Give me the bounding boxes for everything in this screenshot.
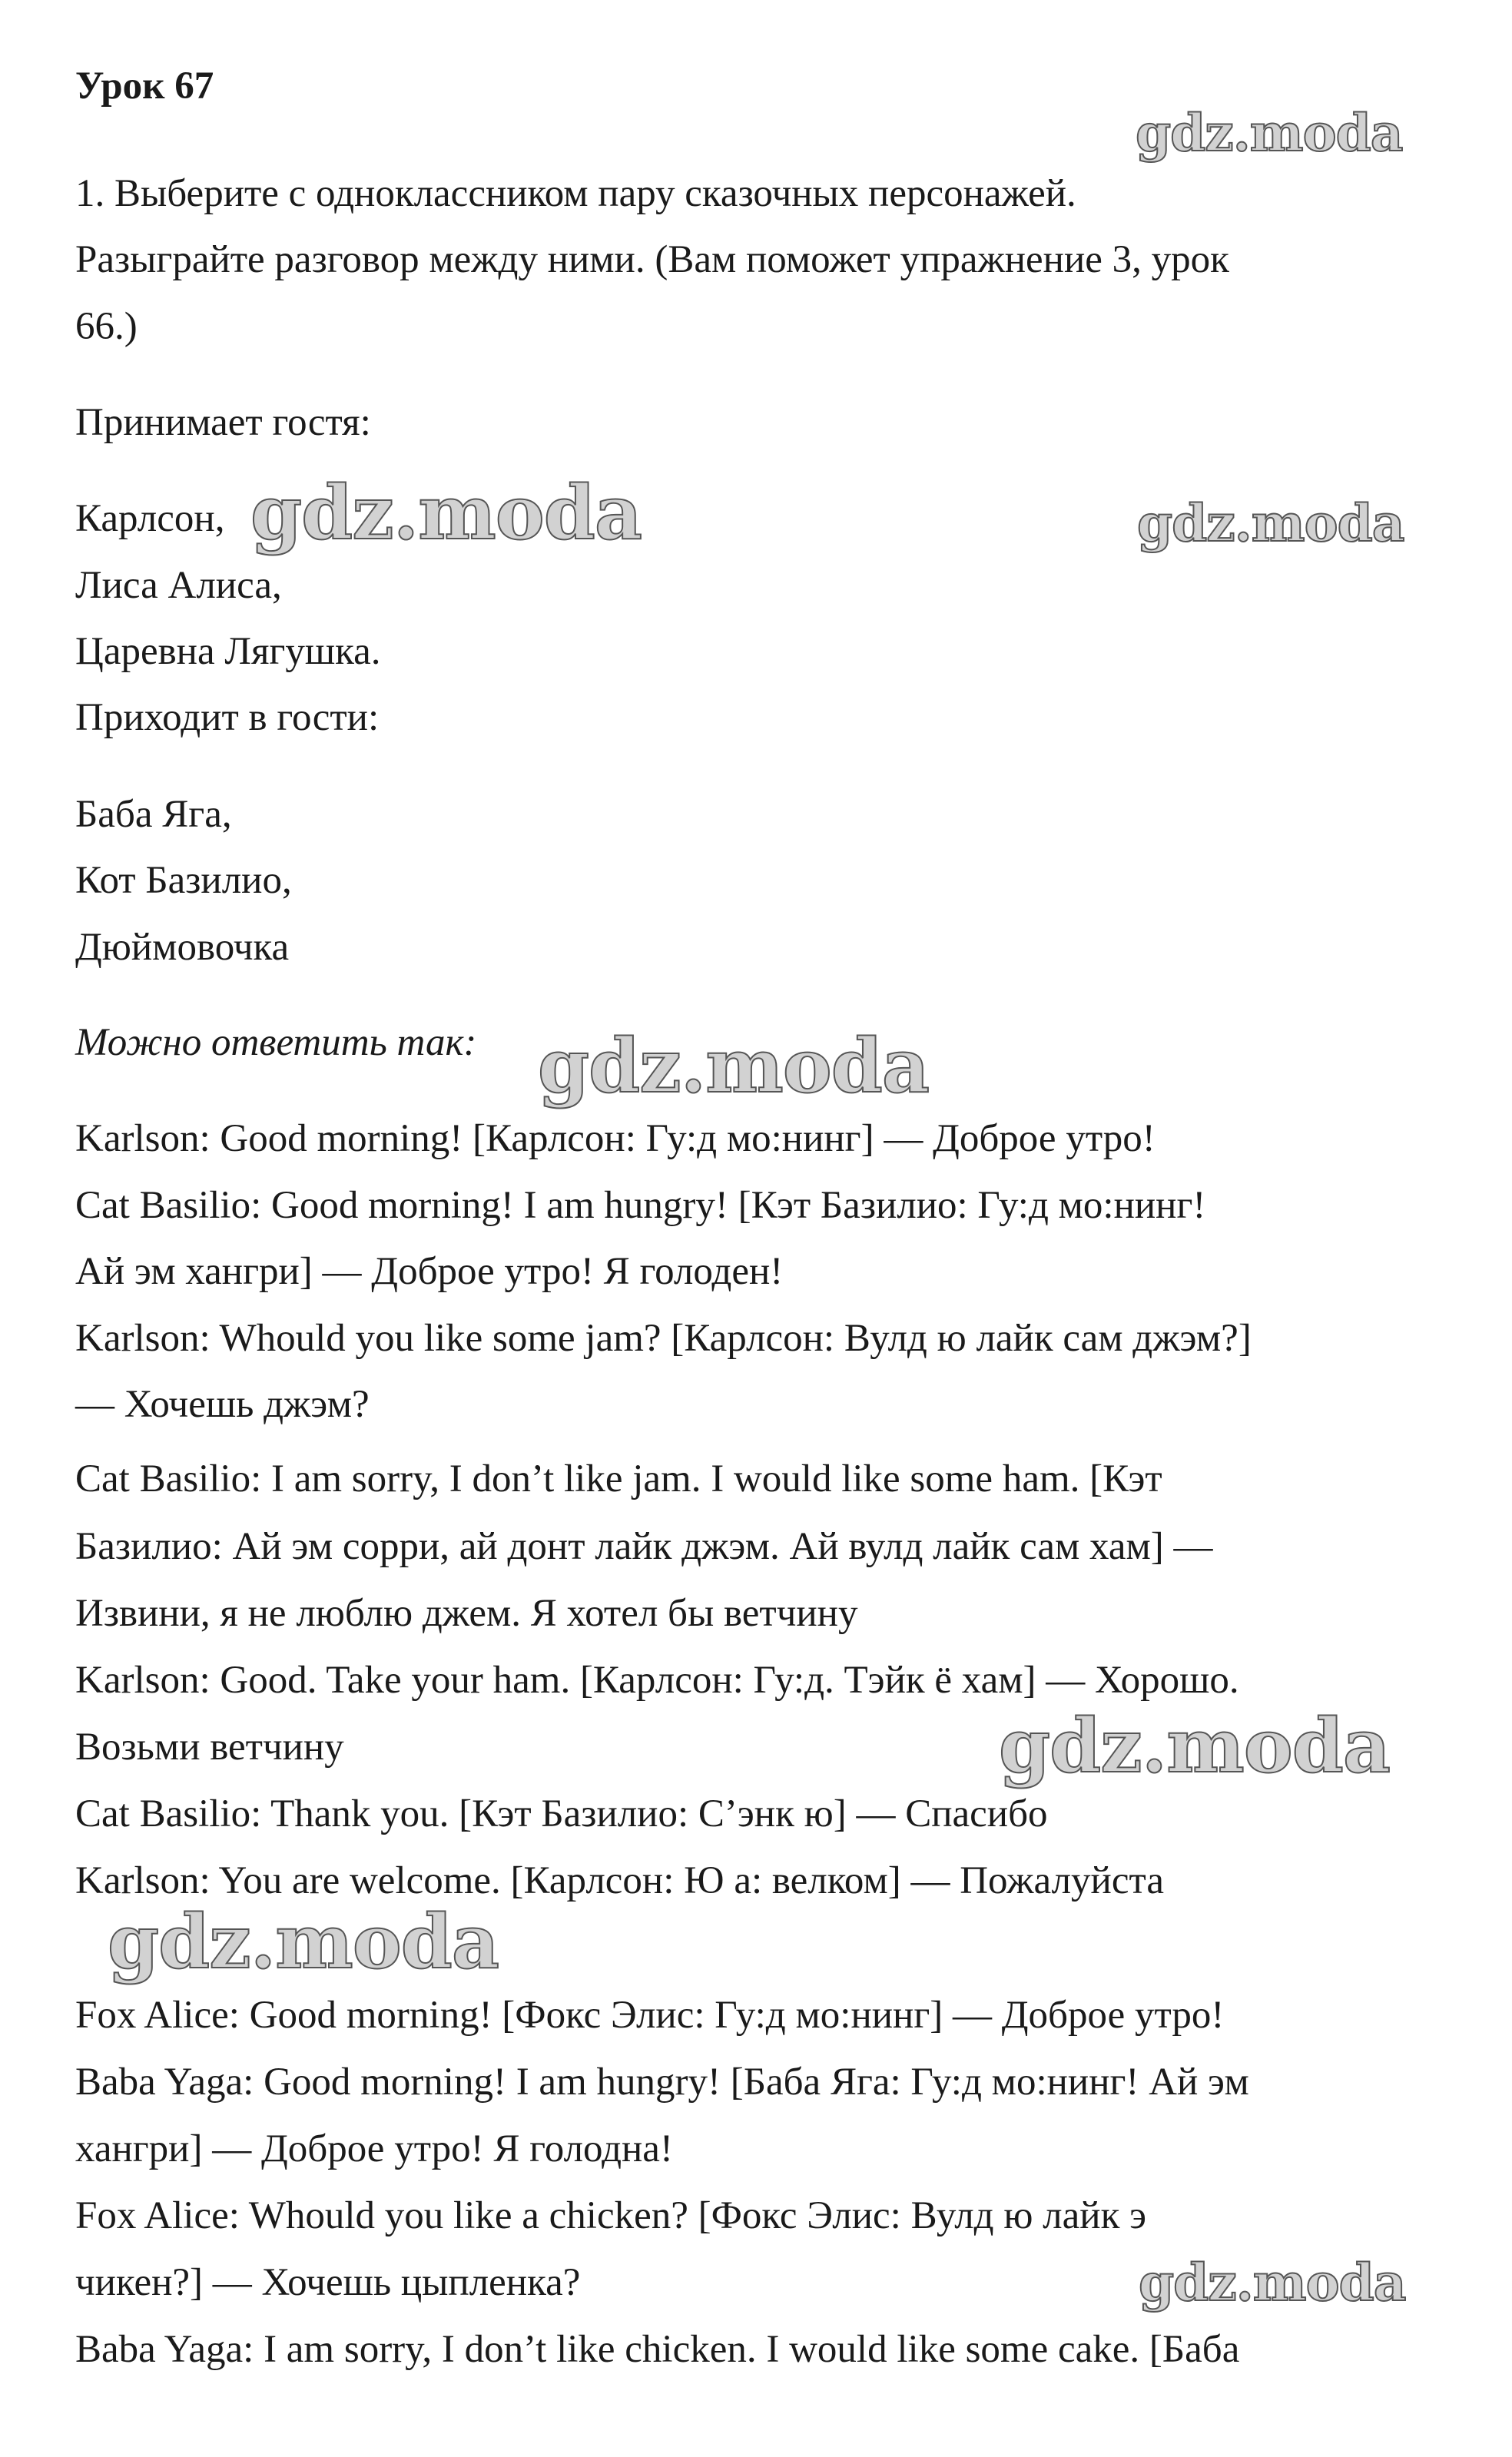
host-item: Карлсон, (75, 497, 225, 540)
watermark: gdz.moda (1136, 103, 1403, 163)
host-item: Царевна Лягушка. (75, 630, 381, 673)
dialogue-line: Karlson: Good morning! [Карлсон: Гу:д мо:нинг] — Доброе утро! (75, 1117, 1156, 1160)
watermark: gdz.moda (538, 1023, 930, 1109)
host-item: Лиса Алиса, (75, 564, 282, 607)
task-line-1: 1. Выберите с одноклассником пару сказочных персонажей. (75, 172, 1076, 215)
guests-heading: Приходит в гости: (75, 696, 380, 739)
dialogue-line: Fox Alice: Good morning! [Фокс Элис: Гу:д мо:нинг] — Доброе утро! (75, 1994, 1225, 2037)
dialogue-line: Cat Basilio: Thank you. [Кэт Базилио: С’энк ю] — Спасибо (75, 1792, 1048, 1835)
task-line-3: 66.) (75, 305, 138, 348)
dialogue-line: Karlson: Whould you like some jam? [Карлсон: Вулд ю лайк сам джэм?] (75, 1317, 1252, 1360)
dialogue-line: чикен?] — Хочешь цыпленка? (75, 2261, 581, 2304)
watermark: gdz.moda (108, 1898, 499, 1985)
dialogue-line: хангри] — Доброе утро! Я голодна! (75, 2127, 673, 2170)
guest-item: Баба Яга, (75, 793, 232, 836)
answer-intro: Можно ответить так: (75, 1021, 477, 1064)
dialogue-line: Cat Basilio: I am sorry, I don’t like jam. I would like some ham. [Кэт (75, 1457, 1162, 1500)
dialogue-line: Извини, я не люблю джем. Я хотел бы ветчину (75, 1592, 858, 1635)
dialogue-line: Базилио: Ай эм сорри, ай донт лайк джэм. Ай вулд лайк сам хам] — (75, 1525, 1213, 1568)
dialogue-line: Baba Yaga: Good morning! I am hungry! [Баба Яга: Гу:д мо:нинг! Ай эм (75, 2061, 1249, 2104)
watermark: gdz.moda (1137, 493, 1404, 553)
watermark: gdz.moda (999, 1703, 1391, 1789)
dialogue-line: Ай эм хангри] — Доброе утро! Я голоден! (75, 1250, 784, 1293)
dialogue-line: — Хочешь джэм? (75, 1383, 370, 1426)
dialogue-line: Baba Yaga: I am sorry, I don’t like chicken. I would like some cake. [Баба (75, 2328, 1240, 2371)
dialogue-line: Cat Basilio: Good morning! I am hungry! [Кэт Базилио: Гу:д мо:нинг! (75, 1184, 1206, 1227)
guest-item: Дюймовочка (75, 926, 290, 969)
guest-item: Кот Базилио, (75, 859, 292, 902)
dialogue-line: Karlson: Good. Take your ham. [Карлсон: Гу:д. Тэйк ё хам] — Хорошо. (75, 1659, 1239, 1702)
dialogue-line: Fox Alice: Whould you like a chicken? [Фокс Элис: Вулд ю лайк э (75, 2194, 1146, 2237)
dialogue-line: Возьми ветчину (75, 1726, 344, 1769)
task-line-2: Разыграйте разговор между ними. (Вам поможет упражнение 3, урок (75, 238, 1229, 281)
dialogue-line: Karlson: You are welcome. [Карлсон: Ю а: велком] — Пожалуйста (75, 1859, 1165, 1902)
watermark: gdz.moda (1139, 2253, 1406, 2313)
hosts-heading: Принимает гостя: (75, 401, 371, 444)
lesson-title: Урок 67 (75, 65, 214, 108)
watermark: gdz.moda (250, 469, 642, 556)
